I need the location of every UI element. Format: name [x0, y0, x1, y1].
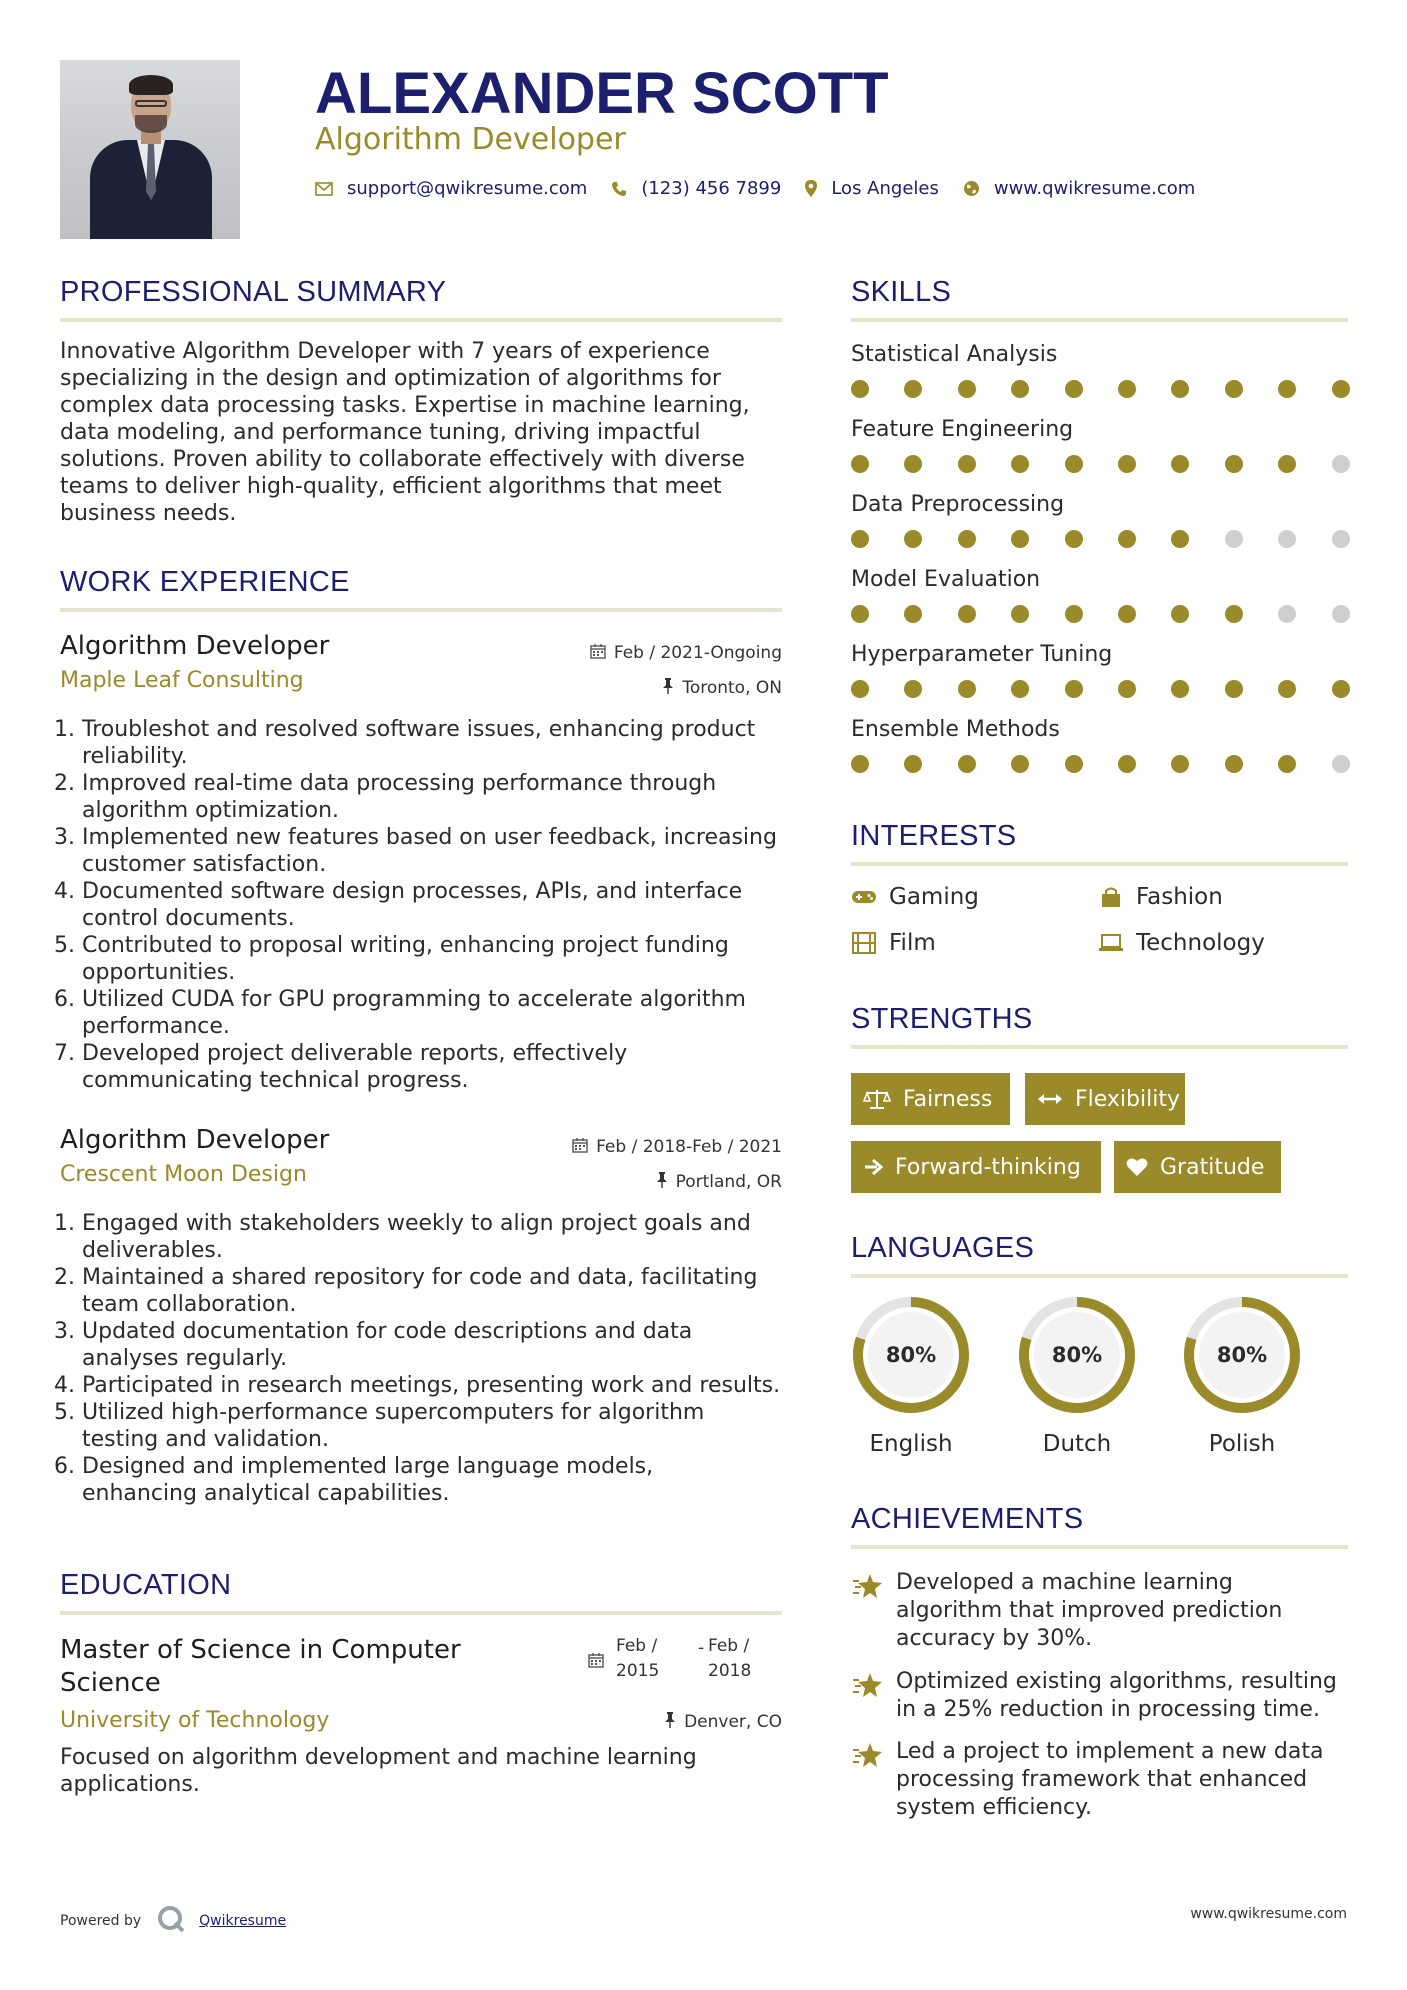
- phone-icon: [611, 181, 627, 197]
- rating-dot-filled: [958, 455, 976, 473]
- rating-dot-filled: [1225, 755, 1243, 773]
- list-item: 6. Designed and implemented large language models, enhancing analytical capabilities.: [54, 1454, 654, 1506]
- rating-dot-filled: [851, 605, 869, 623]
- globe-icon: [963, 180, 980, 197]
- rating-dot-filled: [1278, 680, 1296, 698]
- list-item: 7. Developed project deliverable reports, effectively communicating technical progress.: [54, 1041, 628, 1093]
- job-1-role: Algorithm Developer: [60, 631, 330, 661]
- language-percent: 80%: [885, 1343, 937, 1367]
- rating-dot-filled: [1225, 680, 1243, 698]
- achievements-heading: ACHIEVEMENTS: [851, 1503, 1084, 1535]
- footer-website[interactable]: www.qwikresume.com: [1190, 1906, 1347, 1922]
- degree-line: Master of Science in Computer: [60, 1635, 461, 1665]
- rating-dot-filled: [904, 455, 922, 473]
- list-item: 5. Utilized high-performance supercomputers for algorithm testing and validation.: [54, 1400, 705, 1452]
- rating-dot-filled: [904, 530, 922, 548]
- experience-heading: WORK EXPERIENCE: [60, 566, 350, 598]
- rating-dot-filled: [1118, 605, 1136, 623]
- rating-dot-filled: [1332, 380, 1350, 398]
- education-line: Focused on algorithm development and machine learning: [60, 1745, 697, 1770]
- strength-label: Gratitude: [1160, 1154, 1265, 1180]
- rating-dot-empty: [1332, 455, 1350, 473]
- phone-text: (123) 456 7899: [641, 178, 782, 199]
- job-2-dates-text: Feb / 2018-Feb / 2021: [596, 1137, 782, 1157]
- contact-bar: [315, 178, 1219, 199]
- interest-label: Gaming: [889, 884, 979, 910]
- languages-divider: [851, 1274, 1348, 1278]
- powered-by-text: Powered by: [60, 1913, 142, 1929]
- website-text: www.qwikresume.com: [993, 178, 1196, 199]
- rating-dot-filled: [958, 755, 976, 773]
- rating-dot-empty: [1278, 530, 1296, 548]
- list-item: 4. Documented software design processes, APIs, and interface control documents.: [54, 879, 743, 931]
- arrow-right-icon: [863, 1158, 883, 1176]
- interest-label: Film: [889, 930, 936, 956]
- rating-dot-filled: [958, 380, 976, 398]
- rating-dot-filled: [958, 530, 976, 548]
- rating-dot-filled: [1171, 455, 1189, 473]
- summary-text: [60, 338, 790, 527]
- language-item: [1180, 1293, 1304, 1457]
- job-2-location-text: Portland, OR: [675, 1172, 782, 1192]
- education-location: [664, 1712, 782, 1732]
- education-divider: [60, 1611, 782, 1615]
- job-1-dates-text: Feb / 2021-Ongoing: [613, 643, 782, 663]
- edu-start-month: Feb /: [616, 1636, 658, 1656]
- rating-dot-filled: [1171, 680, 1189, 698]
- star-icon: [851, 1671, 883, 1703]
- edu-start-year: 2015: [616, 1661, 660, 1681]
- rating-dot-filled: [904, 680, 922, 698]
- strength-tag: [1114, 1141, 1281, 1193]
- contact-location: [805, 178, 939, 199]
- job-2-location: [656, 1172, 782, 1192]
- language-percent: 80%: [1216, 1343, 1268, 1367]
- list-item: 3. Implemented new features based on user feedback, increasing customer satisfaction.: [54, 825, 777, 877]
- job-2-role: Algorithm Developer: [60, 1125, 330, 1155]
- language-name: Dutch: [1042, 1431, 1112, 1457]
- language-item: [1015, 1293, 1139, 1457]
- summary-line: complex data processing tasks. Expertise in machine learning,: [60, 393, 750, 418]
- rating-dot-filled: [851, 455, 869, 473]
- rating-dot-filled: [1118, 455, 1136, 473]
- summary-line: Innovative Algorithm Developer with 7 years of experience: [60, 339, 710, 364]
- rating-dot-empty: [1332, 755, 1350, 773]
- job-1-location: [662, 678, 782, 698]
- job-2-company: Crescent Moon Design: [60, 1162, 307, 1187]
- education-line: applications.: [60, 1772, 200, 1797]
- achievement-item: Developed a machine learning algorithm that improved prediction accuracy by 30%.: [896, 1570, 1283, 1651]
- list-item: 1. Troubleshot and resolved software issues, enhancing product reliability.: [54, 717, 756, 769]
- list-item: 2. Improved real-time data processing performance through algorithm optimization.: [54, 771, 717, 823]
- rating-dot-filled: [1225, 455, 1243, 473]
- calendar-icon: [588, 1651, 604, 1676]
- list-item: 1. Engaged with stakeholders weekly to align project goals and deliverables.: [54, 1211, 751, 1263]
- job-1-dates: [590, 643, 782, 663]
- interest-fashion: [1098, 884, 1223, 910]
- summary-line: specializing in the design and optimization of algorithms for: [60, 366, 721, 391]
- calendar-icon: [572, 1137, 588, 1157]
- list-item: 3. Updated documentation for code descriptions and data analyses regularly.: [54, 1319, 693, 1371]
- footer-powered-by: [60, 1905, 286, 1937]
- balance-scale-icon: [863, 1088, 891, 1110]
- candidate-title: Algorithm Developer: [315, 122, 626, 157]
- education-degree: [60, 1634, 461, 1700]
- envelope-icon: [315, 182, 333, 196]
- list-item: 6. Utilized CUDA for GPU programming to accelerate algorithm performance.: [54, 987, 746, 1039]
- skill-name: Model Evaluation: [851, 567, 1041, 592]
- interest-technology: [1098, 930, 1265, 956]
- list-item: 4. Participated in research meetings, presenting work and results.: [54, 1373, 781, 1398]
- skill-name: Feature Engineering: [851, 417, 1074, 442]
- rating-dot-filled: [904, 380, 922, 398]
- rating-dot-filled: [1065, 605, 1083, 623]
- education-location-text: Denver, CO: [684, 1712, 782, 1732]
- summary-heading: PROFESSIONAL SUMMARY: [60, 276, 447, 308]
- pushpin-icon: [664, 1712, 676, 1732]
- rating-dot-filled: [851, 380, 869, 398]
- skills-heading: SKILLS: [851, 276, 952, 308]
- interests-divider: [851, 862, 1348, 866]
- job-1-location-text: Toronto, ON: [682, 678, 782, 698]
- skill-name: Hyperparameter Tuning: [851, 642, 1113, 667]
- brand-link[interactable]: Qwikresume: [199, 1913, 287, 1929]
- contact-phone[interactable]: [611, 178, 781, 199]
- rating-dot-filled: [851, 680, 869, 698]
- skill-name: Ensemble Methods: [851, 717, 1060, 742]
- profile-photo: [60, 60, 240, 239]
- pushpin-icon: [656, 1172, 668, 1192]
- rating-dot-filled: [958, 680, 976, 698]
- map-marker-icon: [805, 180, 817, 197]
- location-text: Los Angeles: [831, 178, 939, 199]
- rating-dot-filled: [1065, 755, 1083, 773]
- achievement-item: Led a project to implement a new data processing framework that enhanced system efficiency.: [896, 1739, 1324, 1820]
- skill-name: Statistical Analysis: [851, 342, 1058, 367]
- edu-end-month: Feb /: [708, 1636, 750, 1656]
- rating-dot-filled: [851, 530, 869, 548]
- experience-divider: [60, 608, 782, 612]
- email-text: support@qwikresume.com: [347, 178, 588, 199]
- strength-label: Fairness: [903, 1086, 993, 1112]
- rating-dot-filled: [1065, 380, 1083, 398]
- language-name: Polish: [1208, 1431, 1276, 1457]
- languages-heading: LANGUAGES: [851, 1232, 1035, 1264]
- rating-dot-filled: [1118, 380, 1136, 398]
- rating-dot-filled: [1011, 455, 1029, 473]
- film-icon: [851, 932, 877, 954]
- language-name: English: [869, 1431, 953, 1457]
- job-1-company: Maple Leaf Consulting: [60, 668, 304, 693]
- rating-dot-filled: [1011, 755, 1029, 773]
- achievement-item: Optimized existing algorithms, resulting in a 25% reduction in processing time.: [896, 1669, 1337, 1722]
- job-1-bullets: [54, 716, 795, 1094]
- degree-line: Science: [60, 1668, 161, 1698]
- rating-dot-filled: [1118, 755, 1136, 773]
- contact-email[interactable]: [315, 178, 587, 199]
- rating-dot-empty: [1225, 530, 1243, 548]
- shopping-bag-icon: [1098, 886, 1124, 908]
- edu-date-dash: -: [698, 1638, 705, 1658]
- skill-name: Data Preprocessing: [851, 492, 1065, 517]
- rating-dot-filled: [1171, 530, 1189, 548]
- rating-dot-filled: [1171, 605, 1189, 623]
- rating-dot-filled: [1011, 530, 1029, 548]
- rating-dot-filled: [1011, 380, 1029, 398]
- rating-dot-filled: [1171, 755, 1189, 773]
- strength-tag: [1025, 1073, 1185, 1125]
- star-icon: [851, 1572, 883, 1604]
- summary-divider: [60, 318, 782, 322]
- summary-line: teams to deliver high-quality, efficient algorithms that meet: [60, 474, 722, 499]
- rating-dot-filled: [851, 755, 869, 773]
- arrows-horizontal-icon: [1037, 1092, 1063, 1106]
- job-2-bullets: [54, 1210, 795, 1507]
- rating-dot-filled: [904, 605, 922, 623]
- rating-dot-filled: [904, 755, 922, 773]
- interest-label: Fashion: [1136, 884, 1223, 910]
- rating-dot-filled: [1332, 680, 1350, 698]
- strengths-heading: STRENGTHS: [851, 1003, 1033, 1035]
- qwikresume-logo-icon: [157, 1905, 185, 1937]
- calendar-icon: [590, 643, 606, 663]
- summary-line: solutions. Proven ability to collaborate effectively with diverse: [60, 447, 745, 472]
- pushpin-icon: [662, 678, 674, 698]
- language-percent: 80%: [1051, 1343, 1103, 1367]
- strength-tag: [851, 1141, 1101, 1193]
- rating-dot-filled: [1065, 680, 1083, 698]
- strength-label: Flexibility: [1075, 1086, 1180, 1112]
- rating-dot-filled: [1065, 530, 1083, 548]
- education-school: University of Technology: [60, 1708, 330, 1733]
- list-item: 2. Maintained a shared repository for code and data, facilitating team collaboration.: [54, 1265, 758, 1317]
- rating-dot-filled: [1278, 755, 1296, 773]
- star-icon: [851, 1741, 883, 1773]
- rating-dot-filled: [1011, 605, 1029, 623]
- interest-gaming: [851, 884, 979, 910]
- summary-line: data modeling, and performance tuning, driving impactful: [60, 420, 701, 445]
- rating-dot-filled: [1225, 380, 1243, 398]
- rating-dot-filled: [1118, 530, 1136, 548]
- rating-dot-empty: [1332, 530, 1350, 548]
- rating-dot-filled: [1118, 680, 1136, 698]
- language-item: [849, 1293, 973, 1457]
- rating-dot-empty: [1278, 605, 1296, 623]
- rating-dot-filled: [1011, 680, 1029, 698]
- heart-icon: [1126, 1157, 1148, 1177]
- candidate-name: ALEXANDER SCOTT: [315, 61, 889, 126]
- rating-dot-empty: [1332, 605, 1350, 623]
- rating-dot-filled: [1278, 380, 1296, 398]
- interest-label: Technology: [1136, 930, 1265, 956]
- rating-dot-filled: [1225, 605, 1243, 623]
- rating-dot-filled: [958, 605, 976, 623]
- strengths-divider: [851, 1045, 1348, 1049]
- achievements-divider: [851, 1545, 1348, 1549]
- contact-website[interactable]: [963, 178, 1195, 199]
- rating-dot-filled: [1171, 380, 1189, 398]
- skills-divider: [851, 318, 1348, 322]
- rating-dot-filled: [1065, 455, 1083, 473]
- edu-end-year: 2018: [708, 1661, 752, 1681]
- strength-tag: [851, 1073, 1010, 1125]
- list-item: 5. Contributed to proposal writing, enhancing project funding opportunities.: [54, 933, 729, 985]
- education-description: [60, 1744, 790, 1798]
- gamepad-icon: [851, 889, 877, 905]
- laptop-icon: [1098, 933, 1124, 953]
- job-2-dates: [572, 1137, 782, 1157]
- rating-dot-filled: [1278, 455, 1296, 473]
- education-heading: EDUCATION: [60, 1569, 232, 1601]
- interest-film: [851, 930, 936, 956]
- strength-label: Forward-thinking: [895, 1154, 1081, 1180]
- summary-line: business needs.: [60, 501, 237, 526]
- interests-heading: INTERESTS: [851, 820, 1017, 852]
